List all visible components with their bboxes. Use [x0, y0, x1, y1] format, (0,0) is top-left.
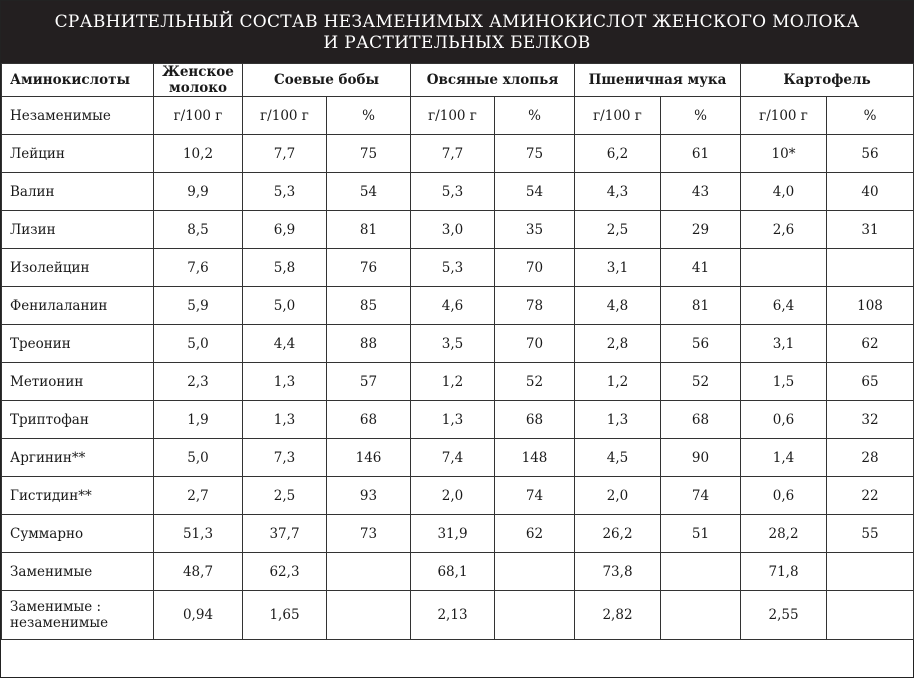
cell-oats-pct: 75 [495, 135, 575, 173]
cell-wheat-pct: 41 [661, 249, 741, 287]
cell-soy-pct [327, 591, 411, 640]
cell-potato-pct: 55 [827, 515, 914, 553]
cell-name: Лейцин [2, 135, 154, 173]
cell-soy-g: 5,3 [243, 173, 327, 211]
table-row [2, 173, 914, 211]
cell-name: Фенилаланин [2, 287, 154, 325]
cell-soy-pct: 146 [327, 439, 411, 477]
cell-soy-pct: 54 [327, 173, 411, 211]
cell-potato-g: 4,0 [741, 173, 827, 211]
cell-oats-g: 3,0 [411, 211, 495, 249]
cell-oats-pct: 74 [495, 477, 575, 515]
cell-potato-pct [827, 591, 914, 640]
cell-potato-pct: 56 [827, 135, 914, 173]
cell-soy-pct: 68 [327, 401, 411, 439]
cell-potato-g: 0,6 [741, 401, 827, 439]
cell-potato-g [741, 249, 827, 287]
cell-milk: 1,9 [154, 401, 243, 439]
cell-milk: 5,0 [154, 439, 243, 477]
cell-potato-g: 2,6 [741, 211, 827, 249]
ratio-row [2, 591, 914, 640]
cell-potato-g: 28,2 [741, 515, 827, 553]
cell-potato-pct: 62 [827, 325, 914, 363]
cell-milk: 5,0 [154, 325, 243, 363]
cell-wheat-g: 26,2 [575, 515, 661, 553]
cell-soy-g: 37,7 [243, 515, 327, 553]
header-row [2, 64, 914, 97]
cell-oats-pct [495, 591, 575, 640]
table-title [1, 1, 913, 63]
cell-wheat-pct: 29 [661, 211, 741, 249]
cell-wheat-pct [661, 591, 741, 640]
cell-oats-g: 7,7 [411, 135, 495, 173]
cell-name: Гистидин** [2, 477, 154, 515]
header-potato: Картофель [741, 64, 914, 97]
cell-oats-pct: 52 [495, 363, 575, 401]
cell-wheat-g: 1,3 [575, 401, 661, 439]
header-soy: Соевые бобы [243, 64, 411, 97]
title-line-2: И РАСТИТЕЛЬНЫХ БЕЛКОВ [323, 33, 591, 53]
cell-soy-pct: 85 [327, 287, 411, 325]
cell-soy-pct: 93 [327, 477, 411, 515]
cell-soy-g: 1,65 [243, 591, 327, 640]
cell-wheat-g: 2,8 [575, 325, 661, 363]
cell-wheat-pct: 74 [661, 477, 741, 515]
subheader-unit: г/100 г [154, 97, 243, 135]
cell-name: Аргинин** [2, 439, 154, 477]
cell-oats-g: 3,5 [411, 325, 495, 363]
header-oats: Овсяные хлопья [411, 64, 575, 97]
cell-wheat-g: 4,3 [575, 173, 661, 211]
cell-wheat-pct: 52 [661, 363, 741, 401]
cell-soy-g: 5,0 [243, 287, 327, 325]
cell-potato-pct [827, 249, 914, 287]
header-womens-milk [154, 64, 243, 97]
cell-wheat-pct: 56 [661, 325, 741, 363]
cell-potato-pct [827, 553, 914, 591]
cell-wheat-g: 4,8 [575, 287, 661, 325]
cell-oats-g: 2,0 [411, 477, 495, 515]
cell-name: Лизин [2, 211, 154, 249]
subheader-unit: г/100 г [411, 97, 495, 135]
cell-potato-pct: 40 [827, 173, 914, 211]
cell-oats-pct: 78 [495, 287, 575, 325]
cell-wheat-pct: 68 [661, 401, 741, 439]
subheader-pct: % [661, 97, 741, 135]
cell-potato-pct: 108 [827, 287, 914, 325]
cell-oats-pct [495, 553, 575, 591]
amino-acid-table [1, 63, 914, 640]
header-womens-milk-line2: молоко [168, 80, 227, 96]
cell-name: Валин [2, 173, 154, 211]
table-row [2, 515, 914, 553]
cell-soy-pct: 81 [327, 211, 411, 249]
cell-soy-g: 5,8 [243, 249, 327, 287]
cell-name: Заменимые [2, 553, 154, 591]
cell-milk: 48,7 [154, 553, 243, 591]
cell-wheat-g: 1,2 [575, 363, 661, 401]
cell-potato-g: 10* [741, 135, 827, 173]
cell-milk: 9,9 [154, 173, 243, 211]
cell-name: Суммарно [2, 515, 154, 553]
cell-soy-pct [327, 553, 411, 591]
cell-oats-g: 5,3 [411, 249, 495, 287]
subheader-row [2, 97, 914, 135]
subheader-pct: % [495, 97, 575, 135]
table-row [2, 325, 914, 363]
cell-oats-g: 1,2 [411, 363, 495, 401]
cell-soy-g: 1,3 [243, 363, 327, 401]
cell-potato-g: 71,8 [741, 553, 827, 591]
cell-soy-g: 1,3 [243, 401, 327, 439]
cell-potato-g: 1,5 [741, 363, 827, 401]
subheader-pct: % [327, 97, 411, 135]
subheader-unit: г/100 г [741, 97, 827, 135]
cell-wheat-g: 2,82 [575, 591, 661, 640]
cell-wheat-pct [661, 553, 741, 591]
cell-soy-g: 4,4 [243, 325, 327, 363]
ratio-label-line1: Заменимые : [10, 599, 102, 615]
subheader-unit: г/100 г [243, 97, 327, 135]
table-row [2, 249, 914, 287]
cell-soy-pct: 76 [327, 249, 411, 287]
cell-potato-pct: 65 [827, 363, 914, 401]
cell-oats-pct: 148 [495, 439, 575, 477]
table-row [2, 211, 914, 249]
cell-oats-pct: 70 [495, 325, 575, 363]
cell-wheat-g: 4,5 [575, 439, 661, 477]
ratio-label-line2: незаменимые [10, 615, 109, 631]
cell-name: Изолейцин [2, 249, 154, 287]
table-row [2, 287, 914, 325]
cell-wheat-pct: 51 [661, 515, 741, 553]
cell-oats-g: 7,4 [411, 439, 495, 477]
cell-soy-pct: 75 [327, 135, 411, 173]
cell-potato-pct: 28 [827, 439, 914, 477]
cell-soy-g: 6,9 [243, 211, 327, 249]
subheader-label: Незаменимые [2, 97, 154, 135]
cell-potato-pct: 32 [827, 401, 914, 439]
cell-wheat-pct: 90 [661, 439, 741, 477]
cell-oats-pct: 70 [495, 249, 575, 287]
cell-potato-g: 6,4 [741, 287, 827, 325]
table-row [2, 553, 914, 591]
ratio-label [2, 591, 154, 640]
header-aminoacids: Аминокислоты [2, 64, 154, 97]
cell-wheat-g: 3,1 [575, 249, 661, 287]
table-row [2, 135, 914, 173]
cell-oats-pct: 35 [495, 211, 575, 249]
table-row [2, 401, 914, 439]
cell-soy-pct: 57 [327, 363, 411, 401]
table-row [2, 477, 914, 515]
cell-milk: 2,7 [154, 477, 243, 515]
header-wheat: Пшеничная мука [575, 64, 741, 97]
table-row [2, 363, 914, 401]
cell-milk: 10,2 [154, 135, 243, 173]
cell-soy-pct: 73 [327, 515, 411, 553]
cell-name: Треонин [2, 325, 154, 363]
cell-oats-pct: 62 [495, 515, 575, 553]
subheader-pct: % [827, 97, 914, 135]
cell-milk: 2,3 [154, 363, 243, 401]
cell-potato-g: 2,55 [741, 591, 827, 640]
cell-wheat-pct: 43 [661, 173, 741, 211]
cell-oats-pct: 54 [495, 173, 575, 211]
cell-wheat-g: 2,0 [575, 477, 661, 515]
cell-milk: 7,6 [154, 249, 243, 287]
cell-oats-g: 1,3 [411, 401, 495, 439]
cell-potato-pct: 31 [827, 211, 914, 249]
cell-name: Триптофан [2, 401, 154, 439]
cell-wheat-g: 6,2 [575, 135, 661, 173]
cell-name: Метионин [2, 363, 154, 401]
cell-potato-g: 3,1 [741, 325, 827, 363]
subheader-unit: г/100 г [575, 97, 661, 135]
cell-soy-g: 7,3 [243, 439, 327, 477]
cell-potato-pct: 22 [827, 477, 914, 515]
cell-milk: 5,9 [154, 287, 243, 325]
cell-potato-g: 0,6 [741, 477, 827, 515]
cell-milk: 0,94 [154, 591, 243, 640]
cell-wheat-g: 2,5 [575, 211, 661, 249]
cell-oats-pct: 68 [495, 401, 575, 439]
cell-soy-g: 2,5 [243, 477, 327, 515]
cell-soy-g: 7,7 [243, 135, 327, 173]
cell-wheat-pct: 61 [661, 135, 741, 173]
table-row [2, 439, 914, 477]
cell-wheat-pct: 81 [661, 287, 741, 325]
cell-milk: 51,3 [154, 515, 243, 553]
cell-potato-g: 1,4 [741, 439, 827, 477]
cell-oats-g: 68,1 [411, 553, 495, 591]
header-womens-milk-line1: Женское [162, 64, 234, 80]
cell-oats-g: 31,9 [411, 515, 495, 553]
cell-wheat-g: 73,8 [575, 553, 661, 591]
cell-oats-g: 5,3 [411, 173, 495, 211]
cell-oats-g: 2,13 [411, 591, 495, 640]
cell-milk: 8,5 [154, 211, 243, 249]
cell-soy-g: 62,3 [243, 553, 327, 591]
cell-soy-pct: 88 [327, 325, 411, 363]
title-line-1: СРАВНИТЕЛЬНЫЙ СОСТАВ НЕЗАМЕНИМЫХ АМИНОКИСЛОТ ЖЕНСКОГО МОЛОКА [54, 12, 860, 32]
cell-oats-g: 4,6 [411, 287, 495, 325]
